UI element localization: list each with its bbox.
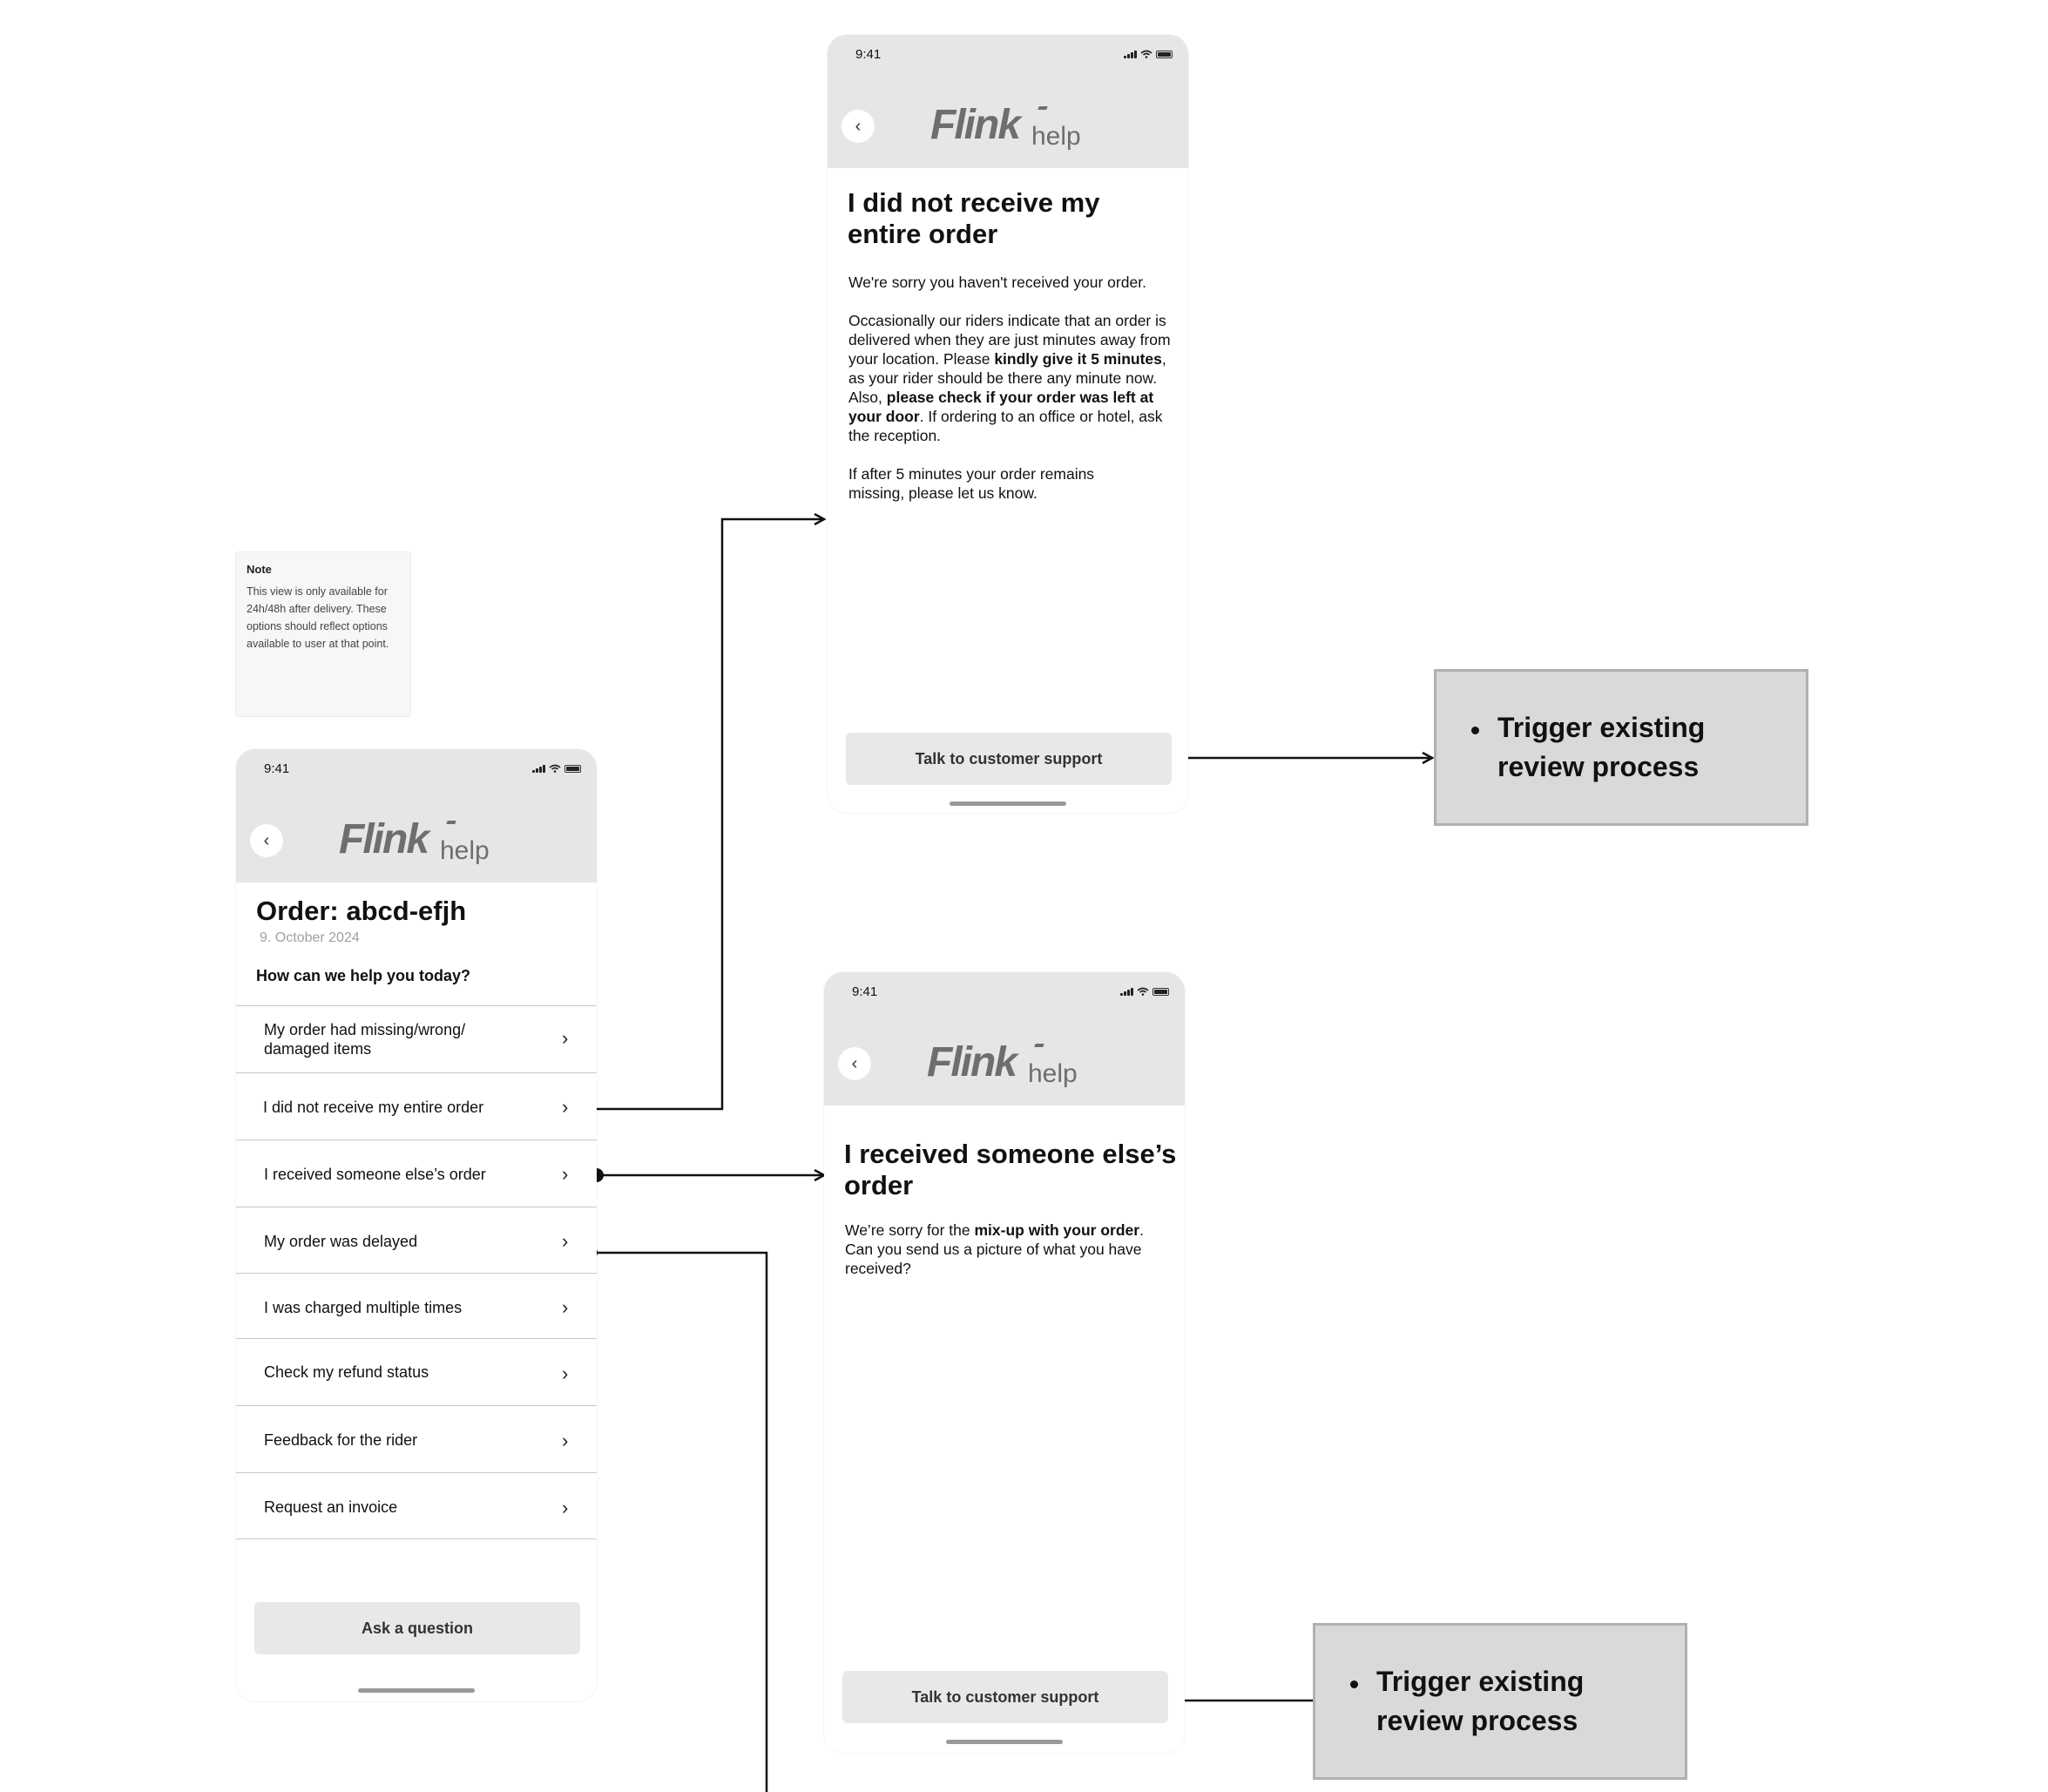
chevron-right-icon: › — [562, 1363, 569, 1384]
status-icons — [1124, 50, 1173, 58]
mixup-text: We’re sorry for the mix-up with your order. Can you send us a picture of what you have received? — [845, 1221, 1144, 1277]
explanation-text: Occasionally our riders indicate that an order is delivered when they are just minutes away from your location. Please kindly give it 5 minutes, as your rider should be there any minute now. Also, please check if your order was left at your door. If ordering to an office or hotel, ask the reception. — [848, 312, 1171, 444]
list-item-not-received[interactable] — [236, 1072, 597, 1139]
chevron-left-icon: ‹ — [263, 830, 270, 850]
status-time: 9:41 — [852, 984, 878, 999]
battery-icon — [564, 765, 581, 773]
chevron-right-icon: › — [562, 1230, 569, 1252]
list-item-label: Check my refund status — [264, 1363, 429, 1381]
list-item-label: Feedback for the rider — [264, 1431, 418, 1449]
chevron-right-icon: › — [562, 1430, 569, 1451]
connector-support-1 — [1154, 751, 1432, 765]
signal-icon — [1120, 988, 1133, 996]
connector-not-received — [582, 519, 824, 1116]
review-process-callout — [1434, 669, 1808, 826]
chevron-right-icon: › — [562, 1296, 569, 1318]
list-item-charged-multiple[interactable] — [236, 1273, 597, 1338]
note-body: This view is only available for 24h/48h after delivery. These options should reflect options available to user at that point. — [247, 585, 389, 650]
chevron-right-icon: › — [562, 1163, 569, 1185]
list-item-label: My order had missing/wrong/ damaged items — [264, 1021, 466, 1058]
app-header — [236, 749, 597, 882]
bullet-icon — [1350, 1680, 1358, 1688]
wifi-icon — [1140, 50, 1152, 58]
signal-icon — [1124, 51, 1137, 58]
logo-sub: help — [1028, 1059, 1078, 1088]
chevron-right-icon: › — [562, 1027, 569, 1049]
logo-main: Flink — [339, 816, 429, 862]
back-button[interactable] — [838, 1047, 871, 1080]
logo-main: Flink — [930, 102, 1020, 148]
app-header — [824, 972, 1185, 1106]
list-item-label: My order was delayed — [264, 1233, 418, 1250]
chevron-right-icon: › — [562, 1497, 569, 1518]
flink-help-logo — [930, 101, 1105, 153]
list-item-rider-feedback[interactable] — [236, 1405, 597, 1472]
logo-main: Flink — [927, 1039, 1017, 1085]
list-item-someone-else[interactable] — [236, 1139, 597, 1207]
list-item-delayed[interactable] — [236, 1207, 597, 1273]
chevron-left-icon: ‹ — [851, 1053, 858, 1073]
home-indicator — [950, 801, 1066, 806]
logo-sub: help — [1031, 122, 1081, 151]
status-time: 9:41 — [855, 47, 882, 62]
app-header — [828, 35, 1188, 168]
home-indicator — [358, 1688, 475, 1693]
logo-sub: help — [440, 836, 490, 865]
status-icons — [532, 764, 581, 773]
flink-help-logo — [927, 1038, 1101, 1091]
followup-text: If after 5 minutes your order remains missing, please let us know. — [848, 465, 1095, 502]
apology-text: We're sorry you haven't received your order. — [848, 274, 1146, 291]
bullet-icon — [1471, 727, 1479, 734]
list-item-label: I did not receive my entire order — [263, 1099, 484, 1116]
connector-delayed — [584, 1246, 767, 1792]
screen-title: I did not receive my entire order — [848, 187, 1100, 249]
list-item-label: I received someone else’s order — [264, 1166, 486, 1183]
connector-someone-else — [590, 1168, 824, 1182]
screen-title: I received someone else’s order — [844, 1139, 1177, 1200]
order-help-screen — [236, 749, 597, 1701]
list-item-invoice[interactable] — [236, 1472, 597, 1539]
back-button[interactable] — [842, 110, 875, 143]
help-prompt: How can we help you today? — [256, 967, 471, 984]
list-item-label: Request an invoice — [264, 1498, 398, 1516]
battery-icon — [1152, 988, 1169, 996]
chevron-right-icon: › — [562, 1096, 569, 1118]
talk-to-support-button[interactable]: Talk to customer support — [846, 733, 1172, 785]
note-card — [235, 551, 411, 717]
review-process-callout — [1313, 1623, 1687, 1780]
order-date: 9. October 2024 — [260, 930, 360, 945]
callout-text: Trigger existing review process — [1376, 1666, 1585, 1736]
callout-text: Trigger existing review process — [1497, 712, 1706, 782]
ask-question-button[interactable]: Ask a question — [254, 1602, 580, 1654]
note-title: Note — [247, 563, 272, 576]
status-time: 9:41 — [264, 761, 290, 776]
wifi-icon — [1137, 987, 1149, 996]
not-received-screen — [828, 35, 1188, 813]
back-button[interactable] — [250, 824, 283, 857]
talk-to-support-button[interactable]: Talk to customer support — [842, 1671, 1168, 1723]
home-indicator — [946, 1740, 1063, 1744]
someone-else-screen — [824, 972, 1185, 1753]
order-title: Order: abcd-efjh — [256, 896, 467, 926]
chevron-left-icon: ‹ — [855, 116, 862, 136]
wifi-icon — [549, 764, 561, 773]
list-item-label: I was charged multiple times — [264, 1299, 463, 1316]
signal-icon — [532, 765, 545, 773]
list-item-missing-items[interactable] — [236, 1005, 597, 1072]
battery-icon — [1156, 51, 1173, 58]
flink-help-logo — [339, 815, 513, 868]
list-item-refund-status[interactable] — [236, 1338, 597, 1405]
status-icons — [1120, 987, 1169, 996]
